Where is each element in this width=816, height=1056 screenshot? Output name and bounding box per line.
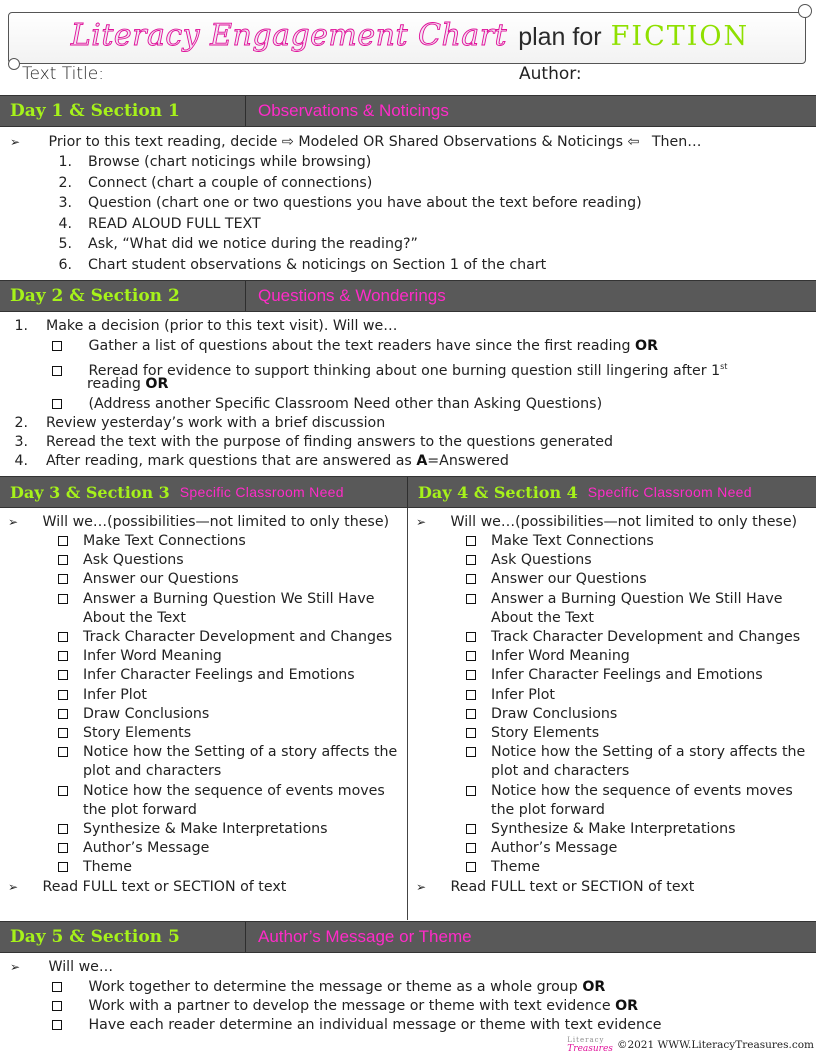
day2-section (0, 315, 816, 475)
checkbox-icon (52, 341, 62, 351)
title-banner (8, 4, 812, 64)
scroll-curl-icon (798, 4, 812, 18)
day5-label: Author’s Message or Theme (258, 927, 472, 946)
checklist-item: Synthesize & Make Interpretations (53, 820, 404, 839)
checklist-item: (Address another Specific Classroom Need other than Asking Questions) (52, 395, 602, 415)
checklist-item: Work together to determine the message or theme as a whole group OR (52, 978, 605, 998)
checklist-item: Ask Questions (461, 551, 812, 570)
list-item: 6. Chart student observations & noticings on Section 1 of the chart (58, 257, 547, 273)
checklist-item: Gather a list of questions about the text readers have since the first reading OR (52, 337, 658, 357)
checkbox-icon (58, 690, 68, 700)
list-item: 5. Ask, “What did we notice during the reading?” (58, 236, 418, 252)
left-arrow-icon: ⇦ (627, 134, 640, 150)
checkbox-icon (466, 824, 476, 834)
day3-title: Day 3 & Section 3 (10, 482, 170, 502)
list-item: 3. Question (chart one or two questions you have about the text before reading) (58, 195, 642, 211)
checkbox-icon (466, 728, 476, 738)
checklist-item: Answer our Questions (461, 570, 812, 589)
checklist-item: Answer our Questions (53, 570, 404, 589)
page-title (8, 18, 812, 53)
list-item: 2. Review yesterday’s work with a brief discussion (14, 415, 386, 431)
day5-intro: ➢ Will we… (10, 958, 113, 978)
checkbox-icon (466, 632, 476, 642)
checklist-item: Story Elements (461, 724, 812, 743)
day3-section (8, 513, 404, 897)
checkbox-icon (58, 536, 68, 546)
checklist-item: Infer Plot (461, 686, 812, 705)
checkbox-icon (58, 824, 68, 834)
checklist-item: Infer Character Feelings and Emotions (461, 666, 812, 685)
checkbox-icon (466, 670, 476, 680)
checkbox-icon (466, 747, 476, 757)
checkbox-icon (58, 670, 68, 680)
day3-label: Specific Classroom Need (179, 484, 344, 500)
checkbox-icon (466, 536, 476, 546)
checklist-item: Track Character Development and Changes (53, 628, 404, 647)
checkbox-icon (52, 1020, 62, 1030)
list-item: 2. Connect (chart a couple of connections) (58, 175, 373, 191)
header-divider (245, 281, 246, 311)
day1-intro (10, 132, 701, 153)
day1-title: Day 1 & Section 1 (10, 101, 180, 121)
title-genre-text: FICTION (610, 21, 750, 52)
checkbox-icon (58, 728, 68, 738)
header-divider (407, 477, 408, 507)
logo-bottom-text: Treasures (567, 1044, 613, 1054)
checklist-item: Infer Word Meaning (53, 647, 404, 666)
checklist-item: Notice how the sequence of events moves the plot forward (53, 782, 404, 820)
checklist-item: Theme (461, 858, 812, 877)
checkbox-icon (466, 555, 476, 565)
list-item: 1. Browse (chart noticings while browsing) (58, 154, 372, 170)
checklist-item: Infer Plot (53, 686, 404, 705)
checkbox-icon (58, 747, 68, 757)
checkbox-icon (58, 786, 68, 796)
checkbox-icon (58, 574, 68, 584)
arrow-bullet-icon: ➢ (8, 879, 19, 894)
checklist-item: Notice how the sequence of events moves the plot forward (461, 782, 812, 820)
checklist-item: Ask Questions (53, 551, 404, 570)
day1-intro-b: Modeled OR Shared Observations & Noticings (298, 134, 623, 150)
day1-section (0, 130, 816, 278)
day3-day4-header (0, 476, 816, 508)
right-arrow-icon: ⇨ (281, 134, 294, 150)
checkbox-icon (466, 862, 476, 872)
day4-label: Specific Classroom Need (587, 484, 752, 500)
checklist-item: Have each reader determine an individual message or theme with text evidence (52, 1016, 662, 1036)
checkbox-icon (52, 366, 62, 376)
header-divider (245, 96, 246, 126)
day4-checklist (461, 532, 812, 878)
checkbox-icon (466, 709, 476, 719)
checkbox-icon (58, 555, 68, 565)
checklist-item: Reread for evidence to support thinking about one burning question still lingering after 1st (52, 357, 727, 381)
title-script-text: Literacy Engagement Chart (70, 18, 508, 53)
day1-header (0, 95, 816, 127)
checklist-item: Notice how the Setting of a story affects the plot and characters (461, 743, 812, 781)
day5-title: Day 5 & Section 5 (10, 927, 180, 947)
day1-intro-c: Then… (651, 134, 702, 150)
day3-closing: ➢ Read FULL text or SECTION of text (8, 878, 287, 895)
author-label: Author: (519, 64, 582, 84)
day1-intro-a: Prior to this text reading, decide (48, 134, 278, 150)
title-plan-text: plan for (518, 23, 602, 51)
checklist-item: Draw Conclusions (53, 705, 404, 724)
checkbox-icon (466, 574, 476, 584)
checkbox-icon (58, 843, 68, 853)
checklist-item: Make Text Connections (461, 532, 812, 551)
day4-intro: ➢ Will we…(possibilities—not limited to only these) (416, 514, 798, 530)
brand-logo (567, 1036, 613, 1054)
checklist-item: Answer a Burning Question We Still Have About the Text (461, 590, 812, 628)
checkbox-icon (58, 709, 68, 719)
checkbox-icon (58, 862, 68, 872)
checklist-item: Story Elements (53, 724, 404, 743)
list-item: 4. After reading, mark questions that are answered as A=Answered (14, 453, 509, 469)
checkbox-icon (52, 399, 62, 409)
day4-closing: ➢ Read FULL text or SECTION of text (416, 878, 695, 895)
footer (567, 1036, 814, 1054)
checklist-item: Work with a partner to develop the message or theme with text evidence OR (52, 997, 638, 1017)
list-item: 3. Reread the text with the purpose of finding answers to the questions generated (14, 434, 613, 450)
checkbox-icon (466, 594, 476, 604)
checklist-item: Infer Character Feelings and Emotions (53, 666, 404, 685)
checkbox-icon (58, 632, 68, 642)
checklist-item: Notice how the Setting of a story affects the plot and characters (53, 743, 404, 781)
arrow-bullet-icon: ➢ (10, 135, 21, 149)
checkbox-icon (466, 843, 476, 853)
arrow-bullet-icon: ➢ (416, 515, 427, 529)
checklist-item-continued: reading OR (87, 376, 169, 392)
day1-label: Observations & Noticings (258, 101, 449, 120)
checklist-item: Theme (53, 858, 404, 877)
day2-header (0, 280, 816, 312)
day4-header (418, 477, 752, 507)
day4-section (416, 513, 812, 897)
checklist-item: Author’s Message (461, 839, 812, 858)
day5-section (0, 956, 816, 1044)
day3-intro: ➢ Will we…(possibilities—not limited to only these) (8, 514, 390, 530)
arrow-bullet-icon: ➢ (10, 960, 21, 974)
checklist-item: Author’s Message (53, 839, 404, 858)
checkbox-icon (52, 982, 62, 992)
checkbox-icon (466, 651, 476, 661)
checklist-item: Answer a Burning Question We Still Have About the Text (53, 590, 404, 628)
checkbox-icon (58, 651, 68, 661)
arrow-bullet-icon: ➢ (8, 515, 19, 529)
checklist-item: Infer Word Meaning (461, 647, 812, 666)
checklist-item: Draw Conclusions (461, 705, 812, 724)
day3-checklist (53, 532, 404, 878)
day3-header (10, 477, 344, 507)
checkbox-icon (58, 594, 68, 604)
checkbox-icon (466, 786, 476, 796)
day2-label: Questions & Wonderings (258, 286, 446, 305)
checkbox-icon (466, 690, 476, 700)
text-title-label: Text Title: (22, 64, 104, 84)
checkbox-icon (52, 1001, 62, 1011)
scroll-curl-icon (8, 58, 20, 70)
checklist-item: Track Character Development and Changes (461, 628, 812, 647)
checklist-item: Make Text Connections (53, 532, 404, 551)
header-divider (245, 922, 246, 952)
column-divider (407, 508, 408, 920)
day4-title: Day 4 & Section 4 (418, 482, 578, 502)
list-item: 4. READ ALOUD FULL TEXT (58, 216, 261, 232)
checklist-item: Synthesize & Make Interpretations (461, 820, 812, 839)
logo-top-text: Literacy (567, 1036, 605, 1044)
day2-title: Day 2 & Section 2 (10, 286, 180, 306)
day5-header (0, 921, 816, 953)
arrow-bullet-icon: ➢ (416, 879, 427, 894)
list-item: 1. Make a decision (prior to this text visit). Will we… (14, 318, 398, 334)
copyright-text: ©2021 WWW.LiteracyTreasures.com (616, 1039, 814, 1051)
